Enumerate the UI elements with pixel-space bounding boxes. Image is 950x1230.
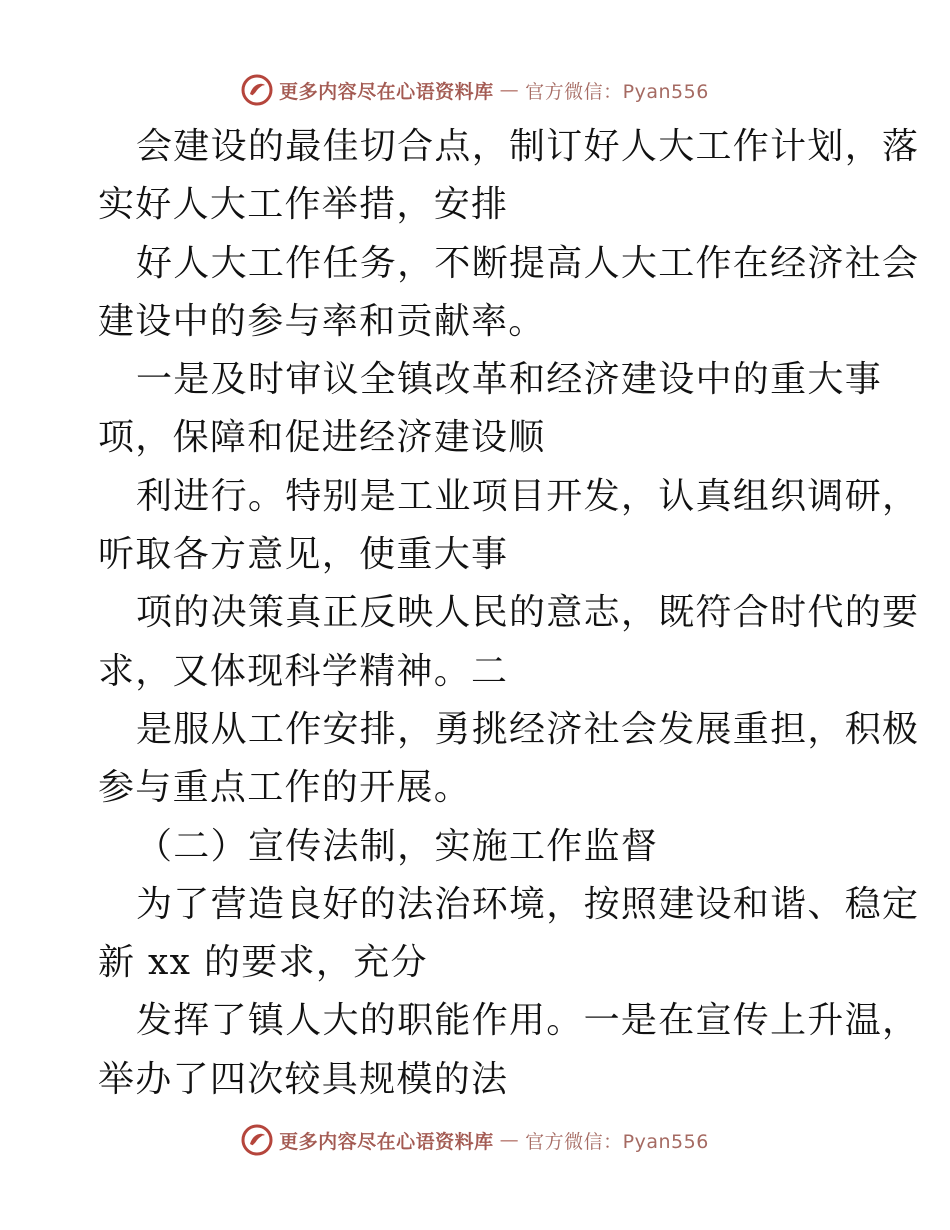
body-line: 求，又体现科学精神。二 xyxy=(98,650,509,692)
logo-icon xyxy=(241,1124,273,1156)
footer-banner xyxy=(0,1118,950,1162)
banner-separator: — xyxy=(499,79,520,101)
body-line: 为了营造良好的法治环境，按照建设和谐、稳定 xyxy=(136,883,920,925)
banner-main-text: 更多内容尽在心语资料库 xyxy=(279,1130,494,1153)
body-line: 建设中的参与率和贡献率。 xyxy=(98,300,546,342)
body-line: 听取各方意见，使重大事 xyxy=(98,534,509,576)
body-line: 项，保障和促进经济建设顺 xyxy=(98,417,546,459)
body-line: 实好人大工作举措，安排 xyxy=(98,184,509,226)
body-line: 举办了四次较具规模的法 xyxy=(98,1058,509,1100)
banner-account-text: 官方微信：Pyan556 xyxy=(525,1130,709,1153)
body-line: 项的决策真正反映人民的意志，既符合时代的要 xyxy=(136,592,920,634)
body-line: 一是及时审议全镇改革和经济建设中的重大事 xyxy=(136,359,883,401)
body-line: 参与重点工作的开展。 xyxy=(98,767,472,809)
body-line: 发挥了镇人大的职能作用。一是在宣传上升温， xyxy=(136,1000,920,1042)
body-line: 好人大工作任务，不断提高人大工作在经济社会 xyxy=(136,242,920,284)
body-line: 是服从工作安排，勇挑经济社会发展重担，积极 xyxy=(136,708,920,750)
banner-main-text: 更多内容尽在心语资料库 xyxy=(279,80,494,103)
banner-separator: — xyxy=(499,1129,520,1151)
logo-icon xyxy=(241,74,273,106)
header-banner xyxy=(0,68,950,112)
body-line: 会建设的最佳切合点，制订好人大工作计划，落 xyxy=(136,126,920,167)
body-line: 新 xx 的要求，充分 xyxy=(98,942,428,984)
banner-account-text: 官方微信：Pyan556 xyxy=(525,80,709,103)
body-line: 利进行。特别是工业项目开发，认真组织调研， xyxy=(136,475,920,517)
document-body xyxy=(98,118,920,1109)
section-heading: （二）宣传法制，实施工作监督 xyxy=(136,825,659,867)
